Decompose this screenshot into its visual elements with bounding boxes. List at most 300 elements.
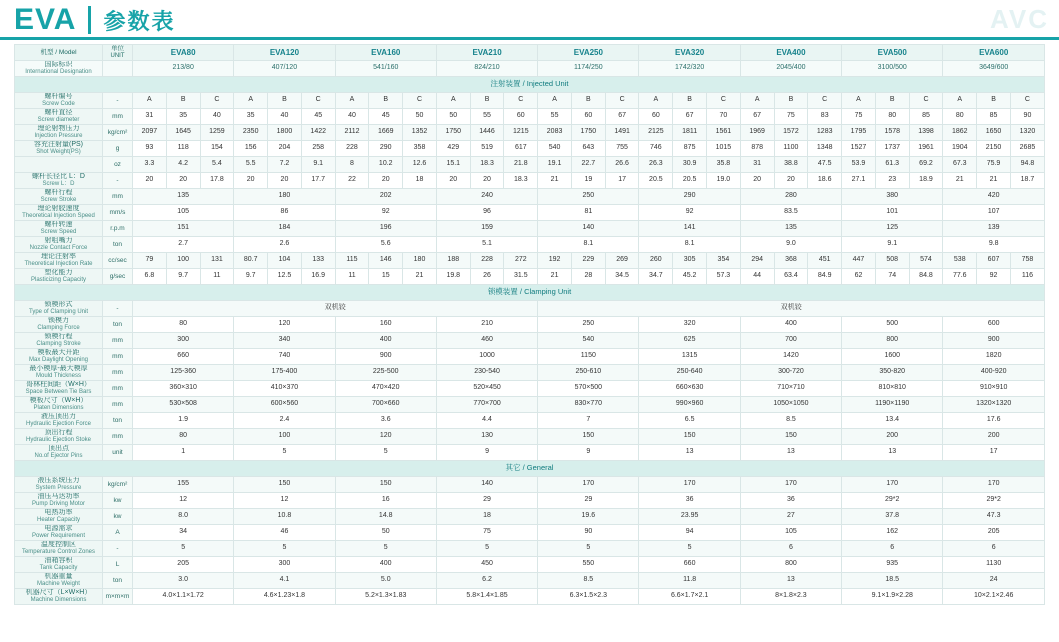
watermark-logo: AVC [990,3,1049,34]
cell: 15 [369,269,403,285]
cell: 538 [943,253,977,269]
cell: 46 [234,525,335,541]
cell: 154 [200,141,234,157]
cell: 5.8×1.4×1.85 [436,589,537,605]
cell: 700×660 [335,397,436,413]
cell: 6.5 [639,413,740,429]
row-unit: m×m×m [103,589,133,605]
cell: 410×370 [234,381,335,397]
cell: 19.8 [436,269,470,285]
spec-table-wrap [14,44,1045,605]
cell: 746 [639,141,673,157]
table-row [15,365,1045,381]
cell: 5.1 [436,237,537,253]
cell: 320 [639,317,740,333]
cell: 188 [436,253,470,269]
cell: 260 [639,253,673,269]
cell: 519 [470,141,504,157]
row-unit: - [103,173,133,189]
model-header-7: EVA500 [842,45,943,61]
row-unit: unit [103,445,133,461]
designation-value-2: 541/160 [335,61,436,77]
cell: 460 [436,333,537,349]
cell: 18.9 [909,173,943,189]
cell: 18.3 [504,173,538,189]
cell: 5 [335,541,436,557]
cell: 354 [707,253,741,269]
table-row [15,125,1045,141]
cell: 550 [538,557,639,573]
cell: 228 [470,253,504,269]
cell: 9.7 [234,269,268,285]
cell: 210 [436,317,537,333]
row-unit: L [103,557,133,573]
cell: C [707,93,741,109]
cell: 1862 [943,125,977,141]
row-label: 模板尺寸（W×H） Platen Dimensions [15,397,103,413]
row-label: 油压马达功率 Pump Driving Motor [15,493,103,509]
cell: 13.4 [842,413,943,429]
cell: 29 [538,493,639,509]
cell: 151 [133,221,234,237]
row-label: 机器重量 Machine Weight [15,573,103,589]
cell: 1961 [909,141,943,157]
cell: 93 [133,141,167,157]
cell: 133 [301,253,335,269]
cell: 6.3×1.5×2.3 [538,589,639,605]
cell: 57.3 [707,269,741,285]
cell: 120 [234,317,335,333]
cell: B [774,93,808,109]
cell: 20 [234,173,268,189]
cell: 294 [740,253,774,269]
cell: 125 [842,221,943,237]
cell: 47.3 [943,509,1045,525]
row-label: 理论注射率 Theoretical Injection Rate [15,253,103,269]
cell: 200 [842,429,943,445]
cell: 81 [538,205,639,221]
cell: A [842,93,876,109]
cell: 17.8 [200,173,234,189]
row-unit: r.p.m [103,221,133,237]
row-unit: mm [103,365,133,381]
row-unit: mm [103,429,133,445]
cell: 2685 [1010,141,1044,157]
cell: 1050×1050 [740,397,841,413]
cell: 18.7 [1010,173,1044,189]
row-unit: mm [103,189,133,205]
cell: 85 [909,109,943,125]
designation-value-0: 213/80 [133,61,234,77]
cell: 2.6 [234,237,335,253]
cell: 40 [268,109,302,125]
cell: 84.9 [808,269,842,285]
spec-table [14,44,1045,605]
cell: 100 [166,253,200,269]
row-label: 液压系统压力 System Pressure [15,477,103,493]
cell: 230-540 [436,365,537,381]
designation-label: 国际标识 International Designation [15,61,103,77]
cell: 400 [740,317,841,333]
row-label: 塑化能力 Plasticizing Capacity [15,269,103,285]
cell: 69.2 [909,157,943,173]
cell: 23 [875,173,909,189]
cell: 1215 [504,125,538,141]
cell: 450 [436,557,537,573]
cell: 1491 [605,125,639,141]
cell: 116 [1010,269,1044,285]
table-row [15,413,1045,429]
cell: C [301,93,335,109]
cell: 2097 [133,125,167,141]
row-unit: - [103,301,133,317]
cell: C [200,93,234,109]
cell: 20 [740,173,774,189]
cell: C [1010,93,1044,109]
cell: 90 [1010,109,1044,125]
cell: 13 [740,573,841,589]
cell: 18 [436,509,537,525]
cell: 80 [875,109,909,125]
cell: 19.1 [538,157,572,173]
cell: 85 [977,109,1011,125]
cell: 162 [842,525,943,541]
table-row [15,541,1045,557]
cell: B [977,93,1011,109]
table-row [15,269,1045,285]
cell: 530×508 [133,397,234,413]
cell: 447 [842,253,876,269]
cell: 625 [639,333,740,349]
cell: 22 [335,173,369,189]
table-row [15,349,1045,365]
cell: 92 [335,205,436,221]
cell: 8.1 [639,237,740,253]
table-row [15,493,1045,509]
cell: 67 [740,109,774,125]
cell: 202 [335,189,436,205]
table-row [15,173,1045,189]
cell: 83 [808,109,842,125]
cell: 9.8 [943,237,1045,253]
row-unit: ton [103,413,133,429]
cell: 27.1 [842,173,876,189]
cell: 290 [639,189,740,205]
table-row [15,141,1045,157]
cell: 22.7 [571,157,605,173]
row-unit: ton [103,573,133,589]
table-row [15,573,1045,589]
table-row [15,397,1045,413]
cell: 67.3 [943,157,977,173]
table-row [15,317,1045,333]
cell: 990×960 [639,397,740,413]
cell: 12.5 [268,269,302,285]
table-row [15,557,1045,573]
designation-value-1: 407/120 [234,61,335,77]
cell: 37.8 [842,509,943,525]
cell: 5.0 [335,573,436,589]
cell: 17.6 [943,413,1045,429]
cell: 12.6 [403,157,437,173]
cell: 8.0 [133,509,234,525]
model-header-0: EVA80 [133,45,234,61]
cell: 2112 [335,125,369,141]
cell: 1446 [470,125,504,141]
row-label: 电源需求 Power Requirement [15,525,103,541]
row-label: 理论射物压力 Injection Pressure [15,125,103,141]
header-rule [0,37,1059,40]
cell: A [436,93,470,109]
cell: 520×450 [436,381,537,397]
cell: 19.0 [707,173,741,189]
table-row [15,525,1045,541]
cell: 28 [571,269,605,285]
cell: A [538,93,572,109]
table-row [15,381,1045,397]
table-row [15,589,1045,605]
cell: 50 [403,109,437,125]
row-label: 哥林柱间距（W×H） Space Between Tie Bars [15,381,103,397]
section-banner-2 [15,461,1045,477]
cell: 1737 [875,141,909,157]
cell: 420 [943,189,1045,205]
cell: 83.5 [740,205,841,221]
cell: 36 [740,493,841,509]
row-unit: mm [103,381,133,397]
cell: 192 [538,253,572,269]
cell: 5 [639,541,740,557]
cell: 10×2.1×2.46 [943,589,1045,605]
cell: 180 [234,189,335,205]
cell: 40 [200,109,234,125]
cell: 146 [369,253,403,269]
cell: 1348 [808,141,842,157]
cell: 11.8 [639,573,740,589]
cell: 700 [740,333,841,349]
cell: A [133,93,167,109]
cell: 18.3 [470,157,504,173]
cell: 4.4 [436,413,537,429]
cell: 205 [943,525,1045,541]
table-designation-row [15,61,1045,77]
section-banner-0 [15,77,1045,93]
cell: 1000 [436,349,537,365]
cell: 935 [842,557,943,573]
designation-value-8: 3649/600 [943,61,1045,77]
cell: 12 [133,493,234,509]
row-unit: mm/s [103,205,133,221]
cell: 9.1×1.9×2.28 [842,589,943,605]
cell: 250-610 [538,365,639,381]
table-row [15,93,1045,109]
row-label: 顶出行程 Hydraulic Ejection Stoke [15,429,103,445]
cell: 9.7 [166,269,200,285]
cell: 31 [740,157,774,173]
cell: 368 [774,253,808,269]
cell: 18 [403,173,437,189]
cell: 26.6 [605,157,639,173]
cell: 300-720 [740,365,841,381]
table-row [15,189,1045,205]
cell: B [875,93,909,109]
cell: 10.2 [369,157,403,173]
cell: 150 [740,429,841,445]
cell: C [504,93,538,109]
cell: 45 [369,109,403,125]
designation-value-3: 824/210 [436,61,537,77]
cell: 7.2 [268,157,302,173]
cell: B [470,93,504,109]
row-label: 螺杆行程 Screw Stroke [15,189,103,205]
row-unit: ton [103,237,133,253]
cell: 225-500 [335,365,436,381]
cell: 451 [808,253,842,269]
cell: 20 [166,173,200,189]
page-header [0,0,1059,40]
cell: 830×770 [538,397,639,413]
table-row [15,509,1045,525]
cell: 75 [842,109,876,125]
cell: B [571,93,605,109]
cell: 1150 [538,349,639,365]
section-title-1: 锁模装置 / Clamping Unit [15,285,1045,301]
model-header-5: EVA320 [639,45,740,61]
table-row [15,157,1045,173]
cell: 20 [369,173,403,189]
cell: 75 [774,109,808,125]
table-row [15,445,1045,461]
cell: 1259 [200,125,234,141]
cell: 400 [335,333,436,349]
cell: A [234,93,268,109]
cell: 1600 [842,349,943,365]
cell: 6.6×1.7×2.1 [639,589,740,605]
model-header-1: EVA120 [234,45,335,61]
section-title-2: 其它 / General [15,461,1045,477]
cell: 2350 [234,125,268,141]
cell: 1645 [166,125,200,141]
cell: 60 [571,109,605,125]
row-label: 螺杆编号 Screw Code [15,93,103,109]
cell: C [808,93,842,109]
cell: 4.6×1.23×1.8 [234,589,335,605]
row-label: 理论射胶速度 Theoretical Injection Speed [15,205,103,221]
cell: 9 [436,445,537,461]
cell: 11 [335,269,369,285]
cell: 23.95 [639,509,740,525]
cell: 900 [943,333,1045,349]
cell: 1320 [1010,125,1044,141]
cell: 350-820 [842,365,943,381]
cell: 70 [707,109,741,125]
cell: 80 [133,317,234,333]
cell: 26 [470,269,504,285]
cell: 34 [133,525,234,541]
cell: 29 [436,493,537,509]
cell: 10.8 [234,509,335,525]
cell: 11 [200,269,234,285]
cell: 5 [234,445,335,461]
cell: 5 [133,541,234,557]
cell: C [909,93,943,109]
cell: 18.6 [808,173,842,189]
row-label: 机器尺寸（L×W×H） Machine Dimensions [15,589,103,605]
cell: 150 [538,429,639,445]
cell: 17 [943,445,1045,461]
model-header-8: EVA600 [943,45,1045,61]
row-label: 容充注射量(PS) Shot Weight(PS) [15,141,103,157]
row-label: 螺杆长径比 L：D Screw L：D [15,173,103,189]
cell: 358 [403,141,437,157]
cell: 21 [538,173,572,189]
cell: 120 [335,429,436,445]
cell: 50 [436,109,470,125]
cell: C [403,93,437,109]
cell: 50 [335,525,436,541]
cell: B [673,93,707,109]
cell: 20 [470,173,504,189]
cell: 4.2 [166,157,200,173]
cell: 305 [673,253,707,269]
cell: 1578 [875,125,909,141]
cell: 8.5 [740,413,841,429]
cell: 607 [977,253,1011,269]
row-unit: kg/cm² [103,477,133,493]
cell: 15.1 [436,157,470,173]
cell: 6 [943,541,1045,557]
cell: 180 [403,253,437,269]
row-label: 油箱容积 Tank Capacity [15,557,103,573]
row-label: 顶出点 No.of Ejector Pins [15,445,103,461]
cell: 9.0 [740,237,841,253]
cell: 40 [335,109,369,125]
cell: 800 [740,557,841,573]
cell: 3.6 [335,413,436,429]
cell: 44 [740,269,774,285]
row-label: 温度控制区 Temperature Control Zones [15,541,103,557]
cell: 1650 [977,125,1011,141]
cell: 30.9 [673,157,707,173]
cell: 79 [133,253,167,269]
cell: 429 [436,141,470,157]
cell: 67 [605,109,639,125]
cell: 6.8 [133,269,167,285]
table-header-row [15,45,1045,61]
eva-logo: EVA [14,3,77,36]
cell: B [166,93,200,109]
cell: 6 [740,541,841,557]
row-unit: kw [103,509,133,525]
cell: 8.5 [538,573,639,589]
cell: 300 [234,557,335,573]
cell: 1.9 [133,413,234,429]
cell: 170 [740,477,841,493]
cell: 1750 [436,125,470,141]
cell: 13 [842,445,943,461]
cell: 1527 [842,141,876,157]
cell: 800 [842,333,943,349]
cell: 1398 [909,125,943,141]
cell: 5 [436,541,537,557]
cell: 80 [133,429,234,445]
cell: 1422 [301,125,335,141]
cell: 290 [369,141,403,157]
cell: 155 [133,477,234,493]
row-unit: kg/cm² [103,125,133,141]
cell: 184 [234,221,335,237]
row-label: 模板最大开距 Max Daylight Opening [15,349,103,365]
